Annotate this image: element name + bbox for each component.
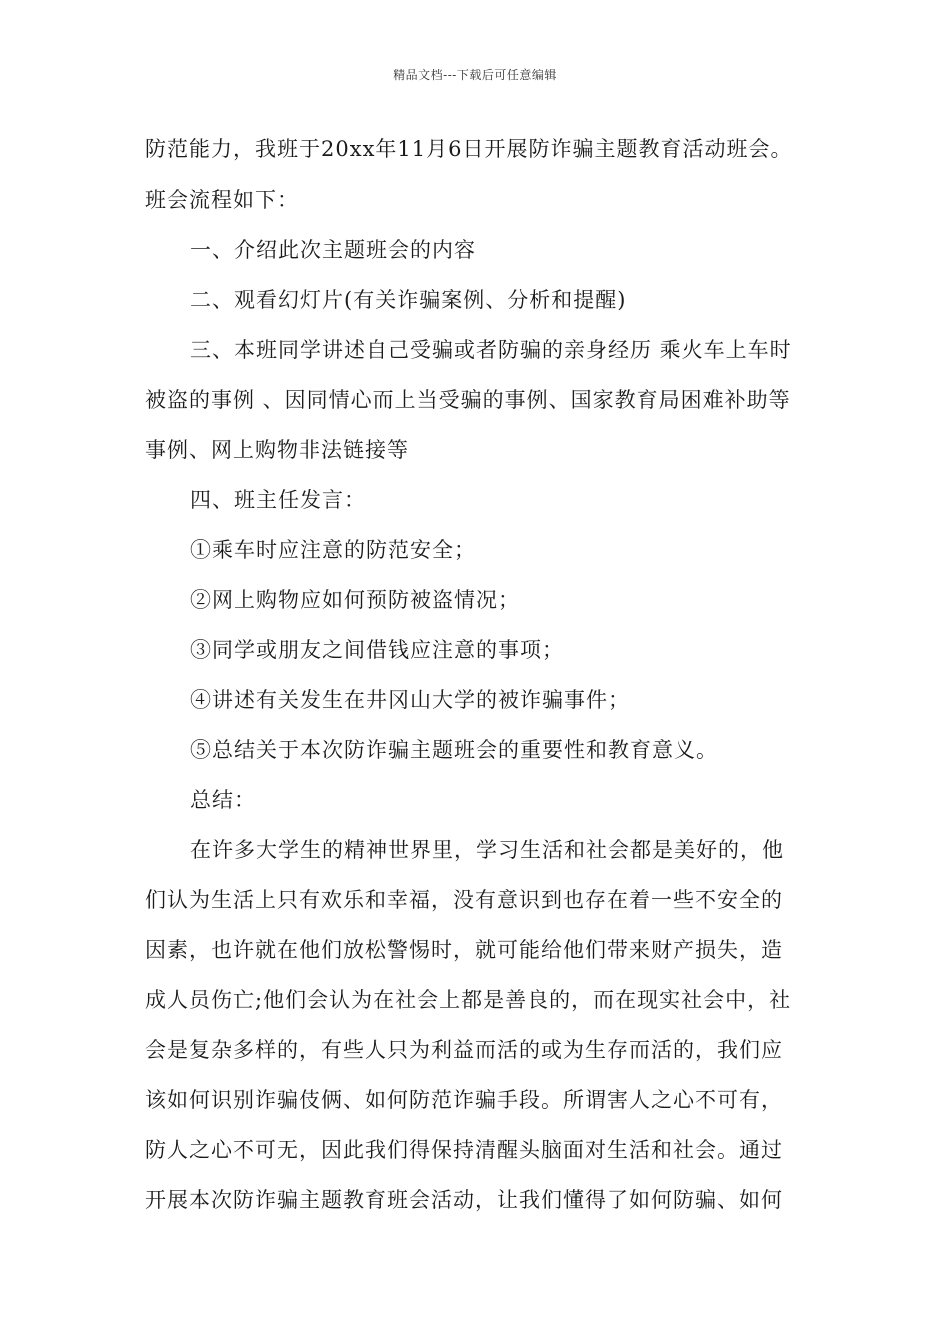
list-item: 三、本班同学讲述自己受骗或者防骗的亲身经历 乘火车上车时 (190, 338, 792, 362)
paragraph-line: 在许多大学生的精神世界里，学习生活和社会都是美好的，他 (190, 838, 784, 862)
paragraph-line: 们认为生活上只有欢乐和幸福，没有意识到也存在着一些不安全的 (145, 888, 783, 912)
paragraph-line: 成人员伤亡;他们会认为在社会上都是善良的，而在现实社会中，社 (145, 988, 792, 1012)
list-item: ④讲述有关发生在井冈山大学的被诈骗事件； (190, 688, 630, 712)
list-item: 四、班主任发言： (190, 488, 366, 512)
paragraph-line: 因素，也许就在他们放松警惕时，就可能给他们带来财产损失，造 (145, 938, 783, 962)
section-heading: 总结： (190, 788, 256, 812)
list-item: ①乘车时应注意的防范安全； (190, 538, 476, 562)
page-header: 精品文档---下载后可任意编辑 (393, 68, 557, 82)
paragraph-line: 班会流程如下： (145, 188, 299, 212)
paragraph-line: 防范能力，我班于20xx年11月6日开展防诈骗主题教育活动班会。 (145, 137, 793, 161)
list-item: ②网上购物应如何预防被盗情况； (190, 588, 520, 612)
paragraph-line: 被盗的事例 、因同情心而上当受骗的事例、国家教育局困难补助等 (145, 388, 791, 412)
paragraph-line: 事例、网上购物非法链接等 (145, 438, 409, 462)
paragraph-line: 该如何识别诈骗伎俩、如何防范诈骗手段。所谓害人之心不可有， (145, 1088, 783, 1112)
paragraph-line: 防人之心不可无，因此我们得保持清醒头脑面对生活和社会。通过 (145, 1138, 783, 1162)
list-item: 一、介绍此次主题班会的内容 (190, 238, 476, 262)
list-item: 二、观看幻灯片(有关诈骗案例、分析和提醒) (190, 288, 627, 312)
list-item: ⑤总结关于本次防诈骗主题班会的重要性和教育意义。 (190, 738, 718, 762)
list-item: ③同学或朋友之间借钱应注意的事项； (190, 638, 564, 662)
paragraph-line: 开展本次防诈骗主题教育班会活动，让我们懂得了如何防骗、如何 (145, 1188, 783, 1212)
paragraph-line: 会是复杂多样的，有些人只为利益而活的或为生存而活的，我们应 (145, 1038, 783, 1062)
